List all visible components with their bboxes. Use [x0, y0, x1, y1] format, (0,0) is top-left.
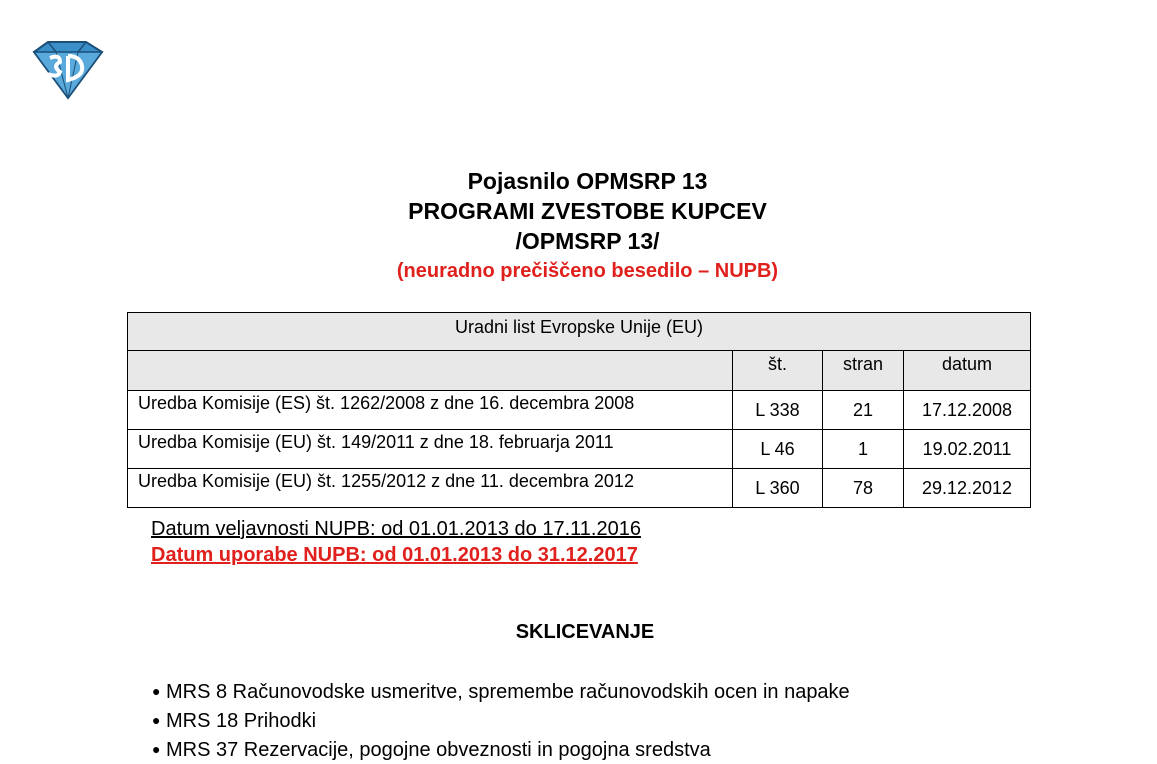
regulation-cell: Uredba Komisije (EU) št. 1255/2012 z dne 11. decembra 2012	[128, 469, 733, 508]
datum-cell: 19.02.2011	[904, 430, 1031, 469]
datum-cell: 29.12.2012	[904, 469, 1031, 508]
table-row	[128, 391, 1031, 430]
table-header-st: št.	[733, 351, 823, 391]
datum-cell: 17.12.2008	[904, 391, 1031, 430]
references-list	[152, 677, 850, 764]
reference-text: MRS 8 Računovodske usmeritve, spremembe računovodskih ocen in napake	[166, 681, 850, 703]
sd-diamond-logo	[30, 40, 104, 100]
table-header-datum: datum	[904, 351, 1031, 391]
reference-text: MRS 18 Prihodki	[166, 710, 317, 732]
references-heading: SKLICEVANJE	[515, 621, 655, 643]
bullet-icon: ●	[152, 741, 161, 757]
title-line-3: /OPMSRP 13/	[515, 228, 660, 254]
bullet-icon: ●	[152, 712, 161, 728]
table-header-stran: stran	[823, 351, 904, 391]
stran-cell: 1	[823, 430, 904, 469]
table-row	[128, 469, 1031, 508]
table-header-blank	[128, 351, 733, 391]
title-line-1: Pojasnilo OPMSRP 13	[467, 168, 708, 194]
validity-date-line: Datum veljavnosti NUPB: od 01.01.2013 do 17.11.2016	[151, 518, 641, 540]
stran-cell: 78	[823, 469, 904, 508]
regulation-cell: Uredba Komisije (EU) št. 149/2011 z dne 18. februarja 2011	[128, 430, 733, 469]
validity-block	[151, 516, 641, 568]
document-subtitle: (neuradno prečiščeno besedilo – NUPB)	[396, 260, 779, 282]
document-title	[0, 166, 1157, 286]
table-caption: Uradni list Evropske Unije (EU)	[128, 313, 1031, 351]
table-row	[128, 430, 1031, 469]
bullet-icon: ●	[152, 683, 161, 699]
list-item	[152, 735, 850, 764]
title-line-2: PROGRAMI ZVESTOBE KUPCEV	[408, 198, 767, 224]
list-item	[152, 706, 850, 735]
official-journal-table	[127, 312, 1031, 508]
stran-cell: 21	[823, 391, 904, 430]
regulation-cell: Uredba Komisije (ES) št. 1262/2008 z dne 16. decembra 2008	[128, 391, 733, 430]
use-date-line: Datum uporabe NUPB: od 01.01.2013 do 31.12.2017	[151, 544, 638, 566]
reference-text: MRS 37 Rezervacije, pogojne obveznosti in pogojna sredstva	[166, 739, 711, 761]
list-item	[152, 677, 850, 706]
st-cell: L 338	[733, 391, 823, 430]
st-cell: L 360	[733, 469, 823, 508]
st-cell: L 46	[733, 430, 823, 469]
